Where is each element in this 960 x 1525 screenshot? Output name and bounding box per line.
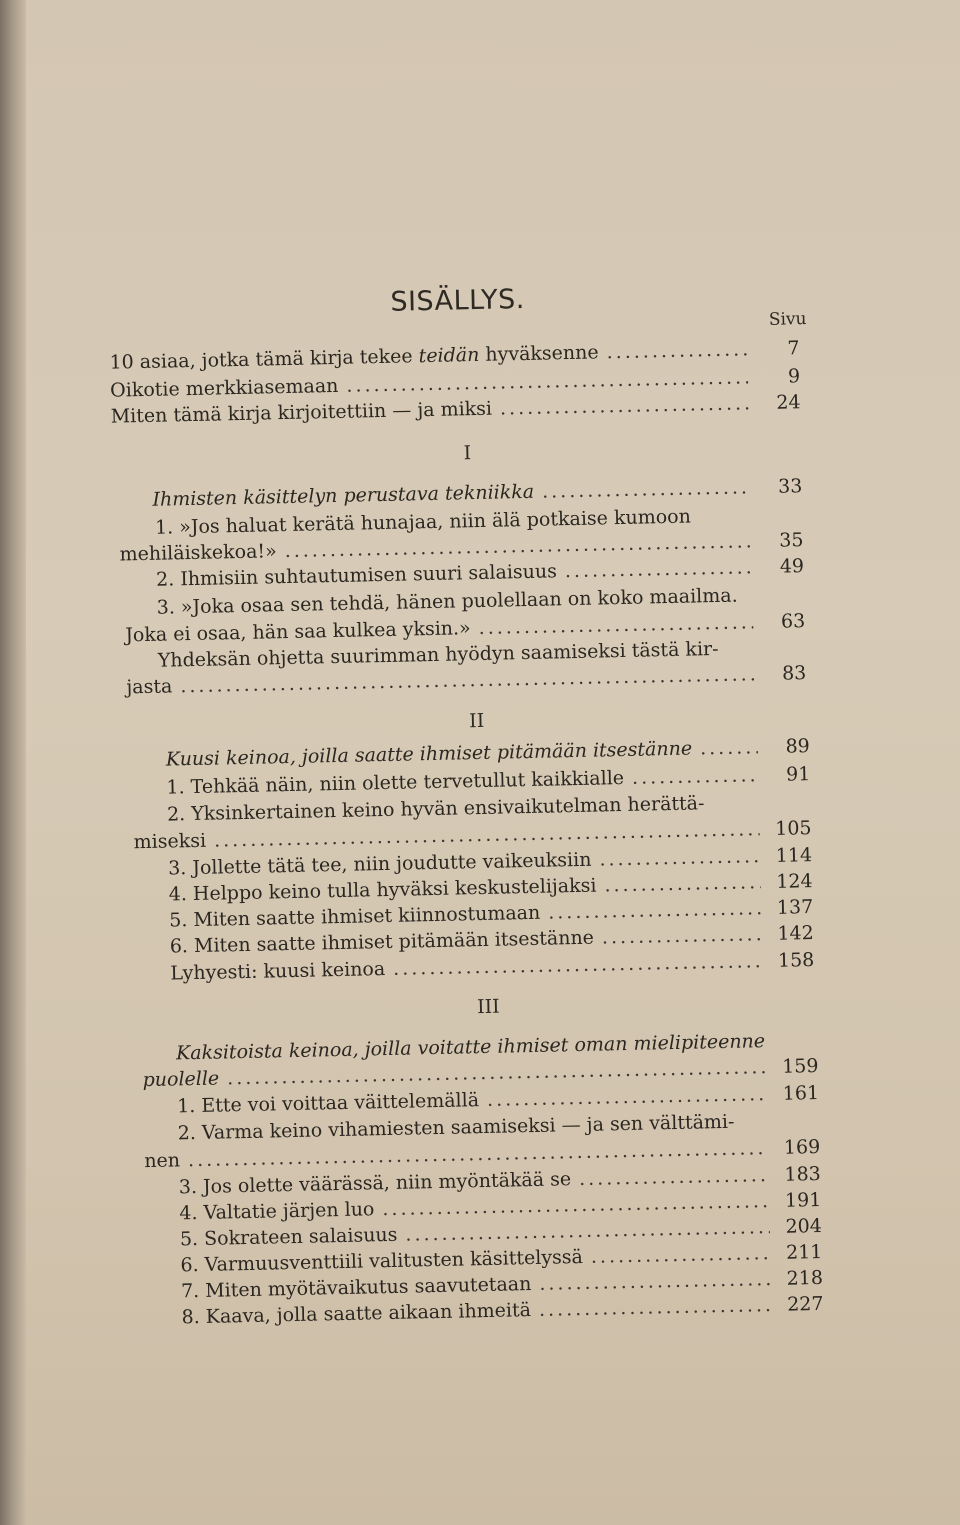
toc-entry-text: Joka ei osaa, hän saa kulkea yksin.» bbox=[125, 617, 471, 647]
toc-page-number: 159 bbox=[781, 1054, 819, 1078]
toc-page-number: 124 bbox=[776, 870, 813, 893]
toc-entry-text: 5. Sokrateen salaisuus bbox=[179, 1223, 398, 1251]
leader-dots bbox=[487, 1083, 767, 1111]
toc-page-number: 105 bbox=[775, 817, 812, 840]
toc-page-number: 114 bbox=[775, 844, 813, 867]
toc-entry-text: 2. Ihmisiin suhtautumisen suuri salaisuus bbox=[155, 560, 558, 591]
toc-page-number: 49 bbox=[779, 555, 805, 578]
toc-entry-text: 7. Miten myötävaikutus saavutetaan bbox=[180, 1273, 532, 1303]
toc-entry-text: 10 asiaa, jotka tämä kirja tekee teidän hyväksenne bbox=[109, 341, 599, 374]
leader-dots bbox=[548, 897, 761, 923]
toc-entry-line: Yhdeksän ohjetta suurimman hyödyn saamiseksi tästä kir- bbox=[157, 637, 719, 672]
toc-entry-line: 1. »Jos haluat kerätä hunajaa, niin älä potkaise kumoon bbox=[154, 505, 692, 539]
toc-page-number: 191 bbox=[784, 1188, 822, 1212]
toc-entry-text: nen bbox=[144, 1149, 181, 1173]
leader-dots bbox=[602, 923, 762, 948]
toc-page-number: 158 bbox=[777, 949, 815, 972]
toc-entry-text: 6. Varmuusventtiili valitusten käsittelyssä bbox=[180, 1245, 584, 1277]
toc-page-number: 227 bbox=[786, 1292, 824, 1316]
leader-dots bbox=[700, 736, 758, 759]
toc-entry-text: 4. Valtatie järjen luo bbox=[179, 1198, 375, 1225]
toc-page-number: 137 bbox=[776, 896, 814, 919]
toc-page-number: 63 bbox=[780, 610, 806, 633]
toc-page-number: 24 bbox=[776, 391, 801, 414]
page-title: SISÄLLYS. bbox=[390, 283, 526, 318]
leader-dots bbox=[382, 1190, 769, 1220]
leader-dots bbox=[393, 950, 763, 980]
toc-entry-text: mehiläiskekoa!» bbox=[119, 540, 277, 566]
toc-entry-text: jasta bbox=[126, 675, 173, 699]
toc-entry-text: 1. Tehkää näin, niin olette tervetullut kaikkialle bbox=[166, 766, 625, 799]
leader-dots bbox=[500, 392, 749, 419]
part-numeral: I bbox=[463, 442, 472, 465]
toc-entry-line: 2. Varma keino vihamiesten saamiseksi — ja sen välttämi- bbox=[177, 1110, 735, 1145]
toc-entry-text: 1. Ette voi voittaa väittelemällä bbox=[176, 1089, 480, 1118]
toc-page-number: 218 bbox=[786, 1266, 824, 1290]
part-numeral: III bbox=[476, 995, 500, 1019]
toc-page-number: 83 bbox=[781, 662, 807, 685]
toc-entry-text: 5. Miten saatte ihmiset kiinnostumaan bbox=[169, 901, 541, 932]
part-title-continued: puolelle bbox=[142, 1067, 220, 1092]
leader-dots bbox=[604, 871, 761, 896]
toc-entry-text: 3. Jos olette väärässä, niin myöntäkää se bbox=[178, 1168, 572, 1199]
toc-entry-text: 8. Kaava, jolla saatte aikaan ihmeitä bbox=[181, 1299, 532, 1329]
toc-page-number: 183 bbox=[784, 1162, 821, 1186]
leader-dots bbox=[478, 611, 753, 639]
toc-page-number: 35 bbox=[779, 529, 804, 552]
toc-entry-text: Oikotie merkkiasemaan bbox=[109, 374, 339, 402]
toc-entry-line: 2. Yksinkertainen keino hyvän ensivaikutelman herättä- bbox=[166, 792, 705, 826]
part-numeral: II bbox=[468, 709, 485, 733]
leader-dots bbox=[599, 845, 760, 870]
toc-page-number: 161 bbox=[782, 1081, 820, 1105]
leader-dots bbox=[405, 1216, 770, 1246]
leader-dots bbox=[346, 366, 748, 396]
leader-dots bbox=[539, 1268, 771, 1295]
toc-entry-text: Lyhyesti: kuusi keinoa bbox=[170, 958, 386, 985]
leader-dots bbox=[632, 764, 759, 789]
toc-page-number: 7 bbox=[787, 337, 800, 360]
toc-page-number: 169 bbox=[783, 1135, 821, 1159]
toc-entry-text: 4. Helppo keino tulla hyväksi keskustelijaksi bbox=[168, 874, 597, 906]
leader-dots bbox=[591, 1242, 771, 1268]
toc-page-number: 33 bbox=[777, 475, 803, 498]
toc-entry-line: 3. »Joka osaa sen tehdä, hänen puolellaan on koko maailma. bbox=[156, 584, 738, 619]
toc-page-number: 142 bbox=[777, 922, 814, 945]
part-title: Kaksitoista keinoa, joilla voitatte ihmiset oman mielipiteenne bbox=[175, 1030, 766, 1065]
leader-dots bbox=[579, 1164, 769, 1190]
toc-entry-text: miseksi bbox=[133, 829, 207, 854]
toc-page-number: 211 bbox=[785, 1240, 823, 1264]
part-title: Ihmisten käsittelyn perustava tekniikka bbox=[152, 480, 535, 511]
part-title: Kuusi keinoa, joilla saatte ihmiset pitämään itsestänne bbox=[165, 737, 693, 771]
leader-dots bbox=[606, 338, 747, 363]
toc-page-number: 91 bbox=[785, 763, 811, 786]
toc-page-number: 9 bbox=[787, 365, 801, 388]
leader-dots bbox=[539, 1294, 772, 1321]
toc-page-number: 89 bbox=[785, 735, 811, 758]
leader-dots bbox=[565, 556, 753, 582]
toc-page-number: 204 bbox=[785, 1214, 823, 1238]
toc-entry-text: 3. Jollette tätä tee, niin joudutte vaikeuksiin bbox=[167, 848, 592, 880]
part-title-entry bbox=[152, 475, 802, 511]
toc-entry-text: 6. Miten saatte ihmiset pitämään itsestänne bbox=[169, 926, 595, 958]
page-column-label: Sivu bbox=[768, 309, 807, 330]
leader-dots bbox=[542, 476, 751, 502]
toc-entry-text: Miten tämä kirja kirjoitettiin — ja miksi bbox=[110, 397, 493, 428]
